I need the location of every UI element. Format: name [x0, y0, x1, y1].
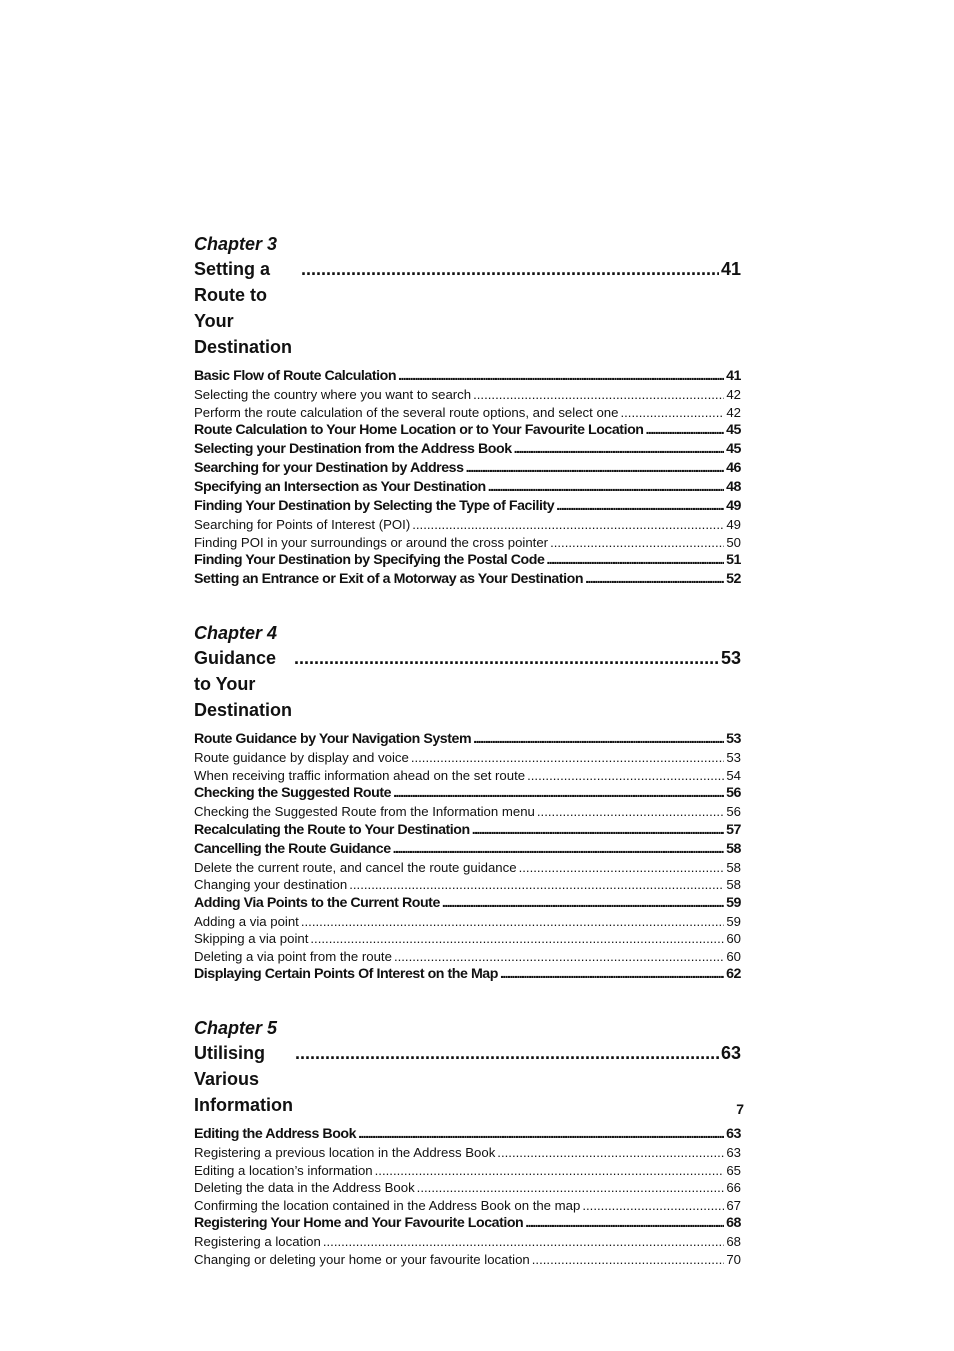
chapter-entries	[194, 730, 741, 984]
entry-title: Finding Your Destination by Specifying the Postal Code	[194, 552, 545, 568]
toc-entry[interactable]	[194, 1251, 741, 1269]
toc-entry[interactable]	[194, 948, 741, 966]
entry-title: Searching for Points of Interest (POI)	[194, 517, 411, 532]
entry-page: 59	[726, 913, 741, 929]
entry-title: Finding POI in your surroundings or around the cross pointer	[194, 534, 549, 550]
toc-entry[interactable]	[194, 404, 741, 422]
entry-title: Setting an Entrance or Exit of a Motorway as Your Destination	[194, 571, 584, 587]
dot-leader	[295, 1040, 719, 1066]
entry-title: Skipping a via point	[194, 931, 309, 946]
entry-page: 52	[726, 571, 741, 587]
toc-entry[interactable]	[194, 821, 741, 840]
toc-entry[interactable]	[194, 965, 741, 984]
dot-leader	[323, 1233, 725, 1251]
dot-leader	[472, 821, 724, 840]
toc-entry[interactable]	[194, 1162, 741, 1180]
dot-leader	[532, 1251, 725, 1269]
dot-leader	[546, 551, 724, 570]
chapter-3-section	[194, 232, 741, 589]
entry-page: 48	[726, 479, 741, 495]
entry-page: 53	[726, 731, 741, 747]
entry-title: Recalculating the Route to Your Destination	[194, 821, 470, 838]
entry-title: Changing your destination	[194, 877, 348, 892]
toc-entry[interactable]	[194, 1214, 741, 1233]
entry-title: Route Guidance by Your Navigation System	[194, 731, 472, 747]
entry-page: 66	[726, 1180, 741, 1195]
dot-leader	[646, 421, 725, 440]
dot-leader	[301, 256, 719, 282]
toc-entry[interactable]	[194, 1144, 741, 1162]
toc-entry[interactable]	[194, 497, 741, 516]
entry-title: Editing the Address Book	[194, 1126, 357, 1142]
entry-title: Checking the Suggested Route	[194, 785, 392, 801]
dot-leader	[525, 1214, 724, 1233]
toc-entry[interactable]	[194, 478, 741, 497]
entry-title: Adding Via Points to the Current Route	[194, 894, 440, 911]
entry-page: 45	[726, 441, 741, 457]
chapter-title-row[interactable]	[194, 1040, 741, 1118]
dot-leader	[442, 894, 724, 913]
toc-entry[interactable]	[194, 459, 741, 478]
dot-leader	[497, 1144, 724, 1162]
dot-leader	[473, 730, 724, 749]
entry-page: 59	[726, 894, 741, 911]
entry-page: 62	[726, 966, 741, 982]
dot-leader	[294, 645, 719, 671]
entry-page: 58	[726, 840, 741, 857]
dot-leader	[417, 1179, 725, 1197]
toc-entry[interactable]	[194, 367, 741, 386]
toc-entry[interactable]	[194, 421, 741, 440]
entry-page: 65	[726, 1162, 741, 1178]
entry-title: Adding a via point	[194, 913, 299, 929]
chapter-5-section	[194, 1016, 741, 1268]
entry-title: Checking the Suggested Route from the Information menu	[194, 804, 535, 819]
dot-leader	[393, 840, 724, 859]
entry-title: Deleting the data in the Address Book	[194, 1180, 415, 1195]
dot-leader	[473, 386, 724, 404]
entry-page: 68	[726, 1234, 741, 1249]
toc-entry[interactable]	[194, 1125, 741, 1144]
dot-leader	[514, 440, 724, 459]
entry-title: Displaying Certain Points Of Interest on the Map	[194, 966, 498, 982]
chapter-page: 63	[720, 1043, 741, 1063]
chapter-entries	[194, 1125, 741, 1268]
chapter-title-row[interactable]	[194, 256, 741, 360]
entry-page: 42	[726, 387, 741, 402]
entry-page: 60	[726, 931, 741, 946]
entry-title: Delete the current route, and cancel the route guidance	[194, 859, 517, 875]
entry-title: When receiving traffic information ahead on the set route	[194, 767, 526, 783]
toc-entry[interactable]	[194, 386, 741, 404]
entry-title: Perform the route calculation of the several route options, and select one	[194, 404, 619, 420]
entry-title: Finding Your Destination by Selecting the Type of Facility	[194, 498, 555, 514]
dot-leader	[393, 784, 724, 803]
chapter-title: Guidance to Your Destination	[194, 648, 293, 720]
dot-leader	[310, 930, 724, 948]
toc-entry[interactable]	[194, 534, 741, 552]
entry-page: 60	[726, 948, 741, 964]
entry-title: Registering a location	[194, 1234, 321, 1249]
entry-title: Route Calculation to Your Home Location or to Your Favourite Location	[194, 422, 644, 438]
dot-leader	[582, 1197, 724, 1215]
entry-page: 56	[726, 804, 741, 819]
toc-entry[interactable]	[194, 784, 741, 803]
dot-leader	[301, 913, 724, 931]
toc-entry[interactable]	[194, 876, 741, 894]
entry-title: Selecting the country where you want to search	[194, 387, 472, 402]
toc-entry[interactable]	[194, 551, 741, 570]
entry-page: 54	[726, 767, 741, 783]
page-number: 7	[736, 1101, 744, 1117]
entry-page: 63	[726, 1145, 741, 1160]
entry-page: 53	[726, 750, 741, 765]
toc-entry[interactable]	[194, 570, 741, 589]
entry-title: Deleting a via point from the route	[194, 948, 392, 964]
toc-entry[interactable]	[194, 1233, 741, 1251]
dot-leader	[488, 478, 724, 497]
entry-page: 49	[726, 517, 741, 532]
dot-leader	[349, 876, 724, 894]
toc-entry[interactable]	[194, 440, 741, 459]
entry-title: Basic Flow of Route Calculation	[194, 368, 397, 384]
entry-page: 45	[726, 422, 741, 438]
entry-page: 49	[726, 498, 741, 514]
chapter-label: Chapter 5	[194, 1018, 278, 1038]
dot-leader	[519, 859, 725, 877]
entry-page: 58	[726, 859, 741, 875]
entry-page: 50	[726, 534, 741, 550]
entry-page: 51	[726, 552, 741, 568]
entry-page: 57	[726, 821, 741, 838]
dot-leader	[537, 803, 724, 821]
entry-page: 63	[726, 1126, 741, 1142]
toc-entry[interactable]	[194, 516, 741, 534]
entry-title: Selecting your Destination from the Address Book	[194, 441, 512, 457]
chapter-title-row[interactable]	[194, 645, 741, 723]
dot-leader	[550, 534, 724, 552]
chapter-4-section	[194, 621, 741, 984]
toc-entry[interactable]	[194, 913, 741, 931]
entry-page: 46	[726, 460, 741, 476]
entry-title: Searching for your Destination by Address	[194, 460, 464, 476]
chapter-entries	[194, 367, 741, 589]
table-of-contents	[194, 232, 741, 1300]
entry-page: 56	[726, 785, 741, 801]
entry-page: 42	[726, 404, 741, 420]
toc-entry[interactable]	[194, 859, 741, 877]
entry-title: Specifying an Intersection as Your Destination	[194, 479, 486, 495]
dot-leader	[585, 570, 724, 589]
entry-title: Cancelling the Route Guidance	[194, 840, 391, 857]
entry-title: Changing or deleting your home or your favourite location	[194, 1251, 530, 1267]
dot-leader	[394, 948, 724, 966]
entry-title: Registering a previous location in the Address Book	[194, 1145, 496, 1160]
toc-entry[interactable]	[194, 894, 741, 913]
toc-entry[interactable]	[194, 1179, 741, 1197]
toc-entry[interactable]	[194, 930, 741, 948]
dot-leader	[527, 767, 724, 785]
chapter-page: 41	[720, 259, 741, 279]
dot-leader	[620, 404, 724, 422]
entry-page: 70	[726, 1251, 741, 1267]
toc-entry[interactable]	[194, 840, 741, 859]
chapter-label: Chapter 3	[194, 234, 278, 254]
toc-entry[interactable]	[194, 749, 741, 767]
dot-leader	[466, 459, 725, 478]
entry-page: 58	[726, 877, 741, 892]
toc-entry[interactable]	[194, 730, 741, 749]
dot-leader	[412, 516, 724, 534]
toc-entry[interactable]	[194, 1197, 741, 1215]
dot-leader	[411, 749, 725, 767]
dot-leader	[556, 497, 724, 516]
entry-page: 67	[726, 1197, 741, 1213]
entry-page: 41	[726, 368, 741, 384]
dot-leader	[500, 965, 724, 984]
chapter-page: 53	[720, 648, 741, 668]
entry-page: 68	[726, 1215, 741, 1231]
entry-title: Registering Your Home and Your Favourite Location	[194, 1215, 524, 1231]
dot-leader	[398, 367, 724, 386]
toc-entry[interactable]	[194, 803, 741, 821]
entry-title: Route guidance by display and voice	[194, 750, 409, 765]
entry-title: Editing a location’s information	[194, 1162, 373, 1178]
dot-leader	[375, 1162, 725, 1180]
chapter-title: Setting a Route to Your Destination	[194, 259, 293, 357]
chapter-label: Chapter 4	[194, 623, 278, 643]
entry-title: Confirming the location contained in the Address Book on the map	[194, 1197, 581, 1213]
dot-leader	[358, 1125, 724, 1144]
chapter-title: Utilising Various Information	[194, 1043, 293, 1115]
toc-entry[interactable]	[194, 767, 741, 785]
